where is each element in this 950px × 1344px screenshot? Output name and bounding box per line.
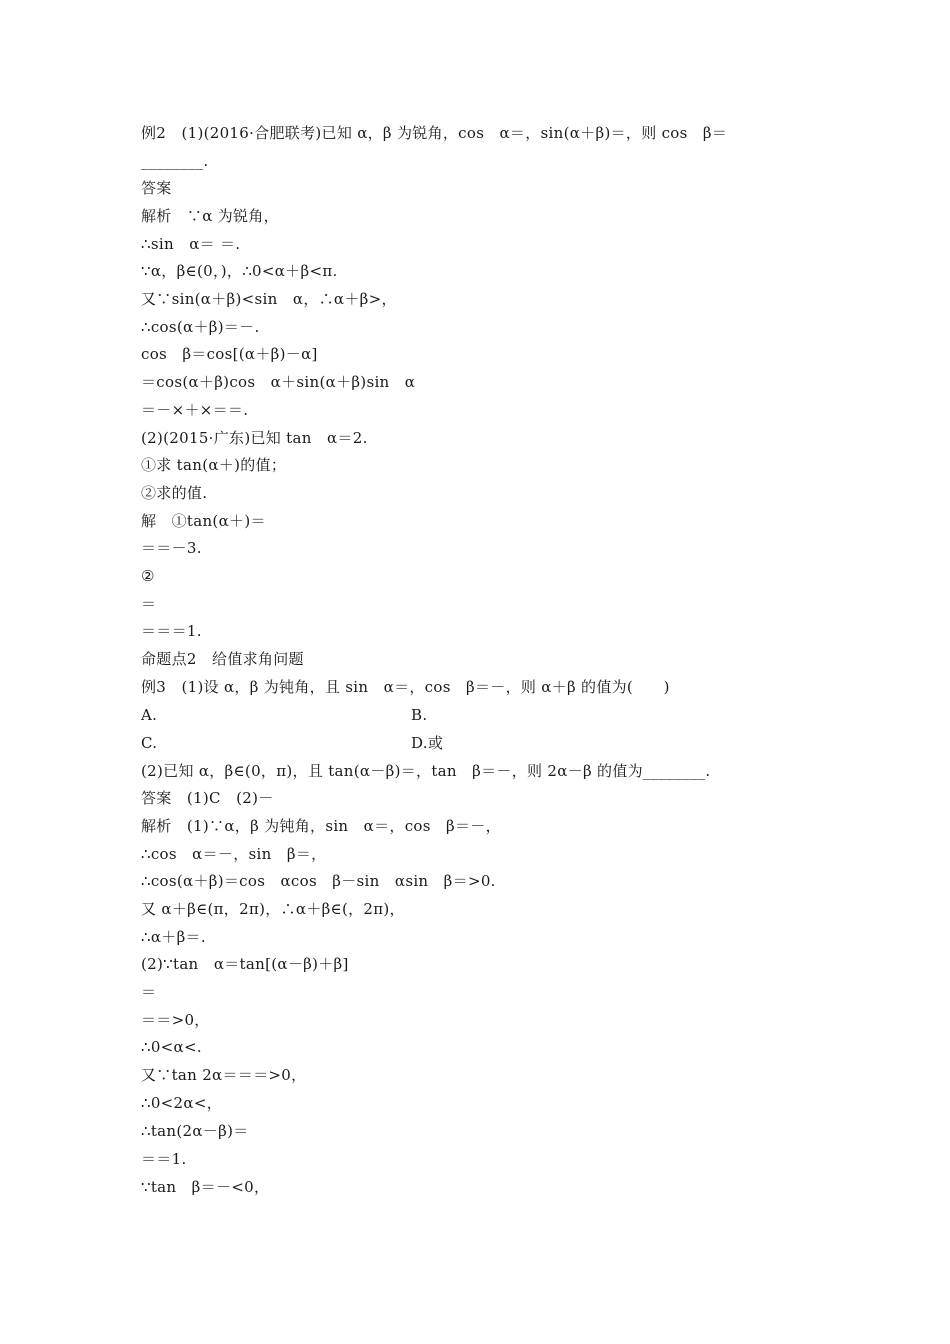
solution-line: ② (141, 567, 155, 585)
sub-question-1: ①求 tan(α＋)的值； (141, 456, 287, 474)
analysis-line: 解析 (1)∵α，β 为钝角，sin α＝，cos β＝－， (141, 817, 501, 835)
solution-line: ＝ (141, 983, 157, 1001)
solution-line: 解 ①tan(α＋)＝ (141, 512, 266, 530)
example-2-part-2-question: (2)(2015·广东)已知 tan α＝2. (141, 429, 368, 447)
option-a: A. (141, 706, 158, 724)
solution-line: (2)∵tan α＝tan[(α－β)＋β] (141, 955, 349, 973)
answer-heading: 答案 (141, 179, 172, 197)
solution-line: ∴cos α＝－，sin β＝， (141, 845, 327, 863)
solution-line: ∴cos(α＋β)＝－. (141, 318, 260, 336)
solution-line: ∴tan(2α－β)＝ (141, 1122, 249, 1140)
solution-line: ∴0<α<. (141, 1038, 202, 1056)
sub-question-2: ②求的值. (141, 484, 208, 502)
analysis-line: 解析 ∵α 为锐角， (141, 207, 279, 225)
option-d: D.或 (411, 734, 444, 752)
solution-line: ＝＝＝1. (141, 622, 202, 640)
example-3-part-1-question: 例3 (1)设 α，β 为钝角，且 sin α＝，cos β＝－，则 α＋β 的值为( ) (141, 678, 670, 696)
solution-line: ∴sin α＝ ＝. (141, 235, 241, 253)
solution-line: ＝－×＋×＝＝. (141, 401, 249, 419)
solution-line: ＝＝1. (141, 1150, 187, 1168)
solution-line: ∴α＋β＝. (141, 928, 206, 946)
solution-line: 又 α＋β∈(π，2π)，∴α＋β∈(，2π)， (141, 900, 405, 918)
example-3-part-2-question: (2)已知 α，β∈(0，π)，且 tan(α－β)＝，tan β＝－，则 2α－β 的值为________. (141, 762, 711, 780)
solution-line: 又∵sin(α＋β)<sin α，∴α＋β>， (141, 290, 397, 308)
answer-line: 答案 (1)C (2)－ (141, 789, 274, 807)
solution-line: ＝＝－3. (141, 539, 202, 557)
solution-line: 又∵tan 2α＝＝＝>0， (141, 1066, 307, 1084)
solution-line: ∴cos(α＋β)＝cos αcos β－sin αsin β＝>0. (141, 872, 496, 890)
solution-line: ＝ (141, 595, 157, 613)
solution-line: cos β＝cos[(α＋β)－α] (141, 345, 318, 363)
section-heading: 命题点2 给值求角问题 (141, 650, 304, 668)
option-b: B. (411, 706, 428, 724)
option-c: C. (141, 734, 158, 752)
solution-line: ∵α，β∈(0，)，∴0<α＋β<π. (141, 262, 338, 280)
solution-line: ∵tan β＝－<0， (141, 1178, 270, 1196)
solution-line: ∴0<2α<， (141, 1094, 222, 1112)
answer-blank-line: ________. (141, 152, 209, 170)
solution-line: ＝＝>0， (141, 1011, 210, 1029)
example-2-part-1-question: 例2 (1)(2016·合肥联考)已知 α，β 为锐角，cos α＝，sin(α＋β)＝，则 cos β＝ (141, 124, 728, 142)
solution-line: ＝cos(α＋β)cos α＋sin(α＋β)sin α (141, 373, 416, 391)
